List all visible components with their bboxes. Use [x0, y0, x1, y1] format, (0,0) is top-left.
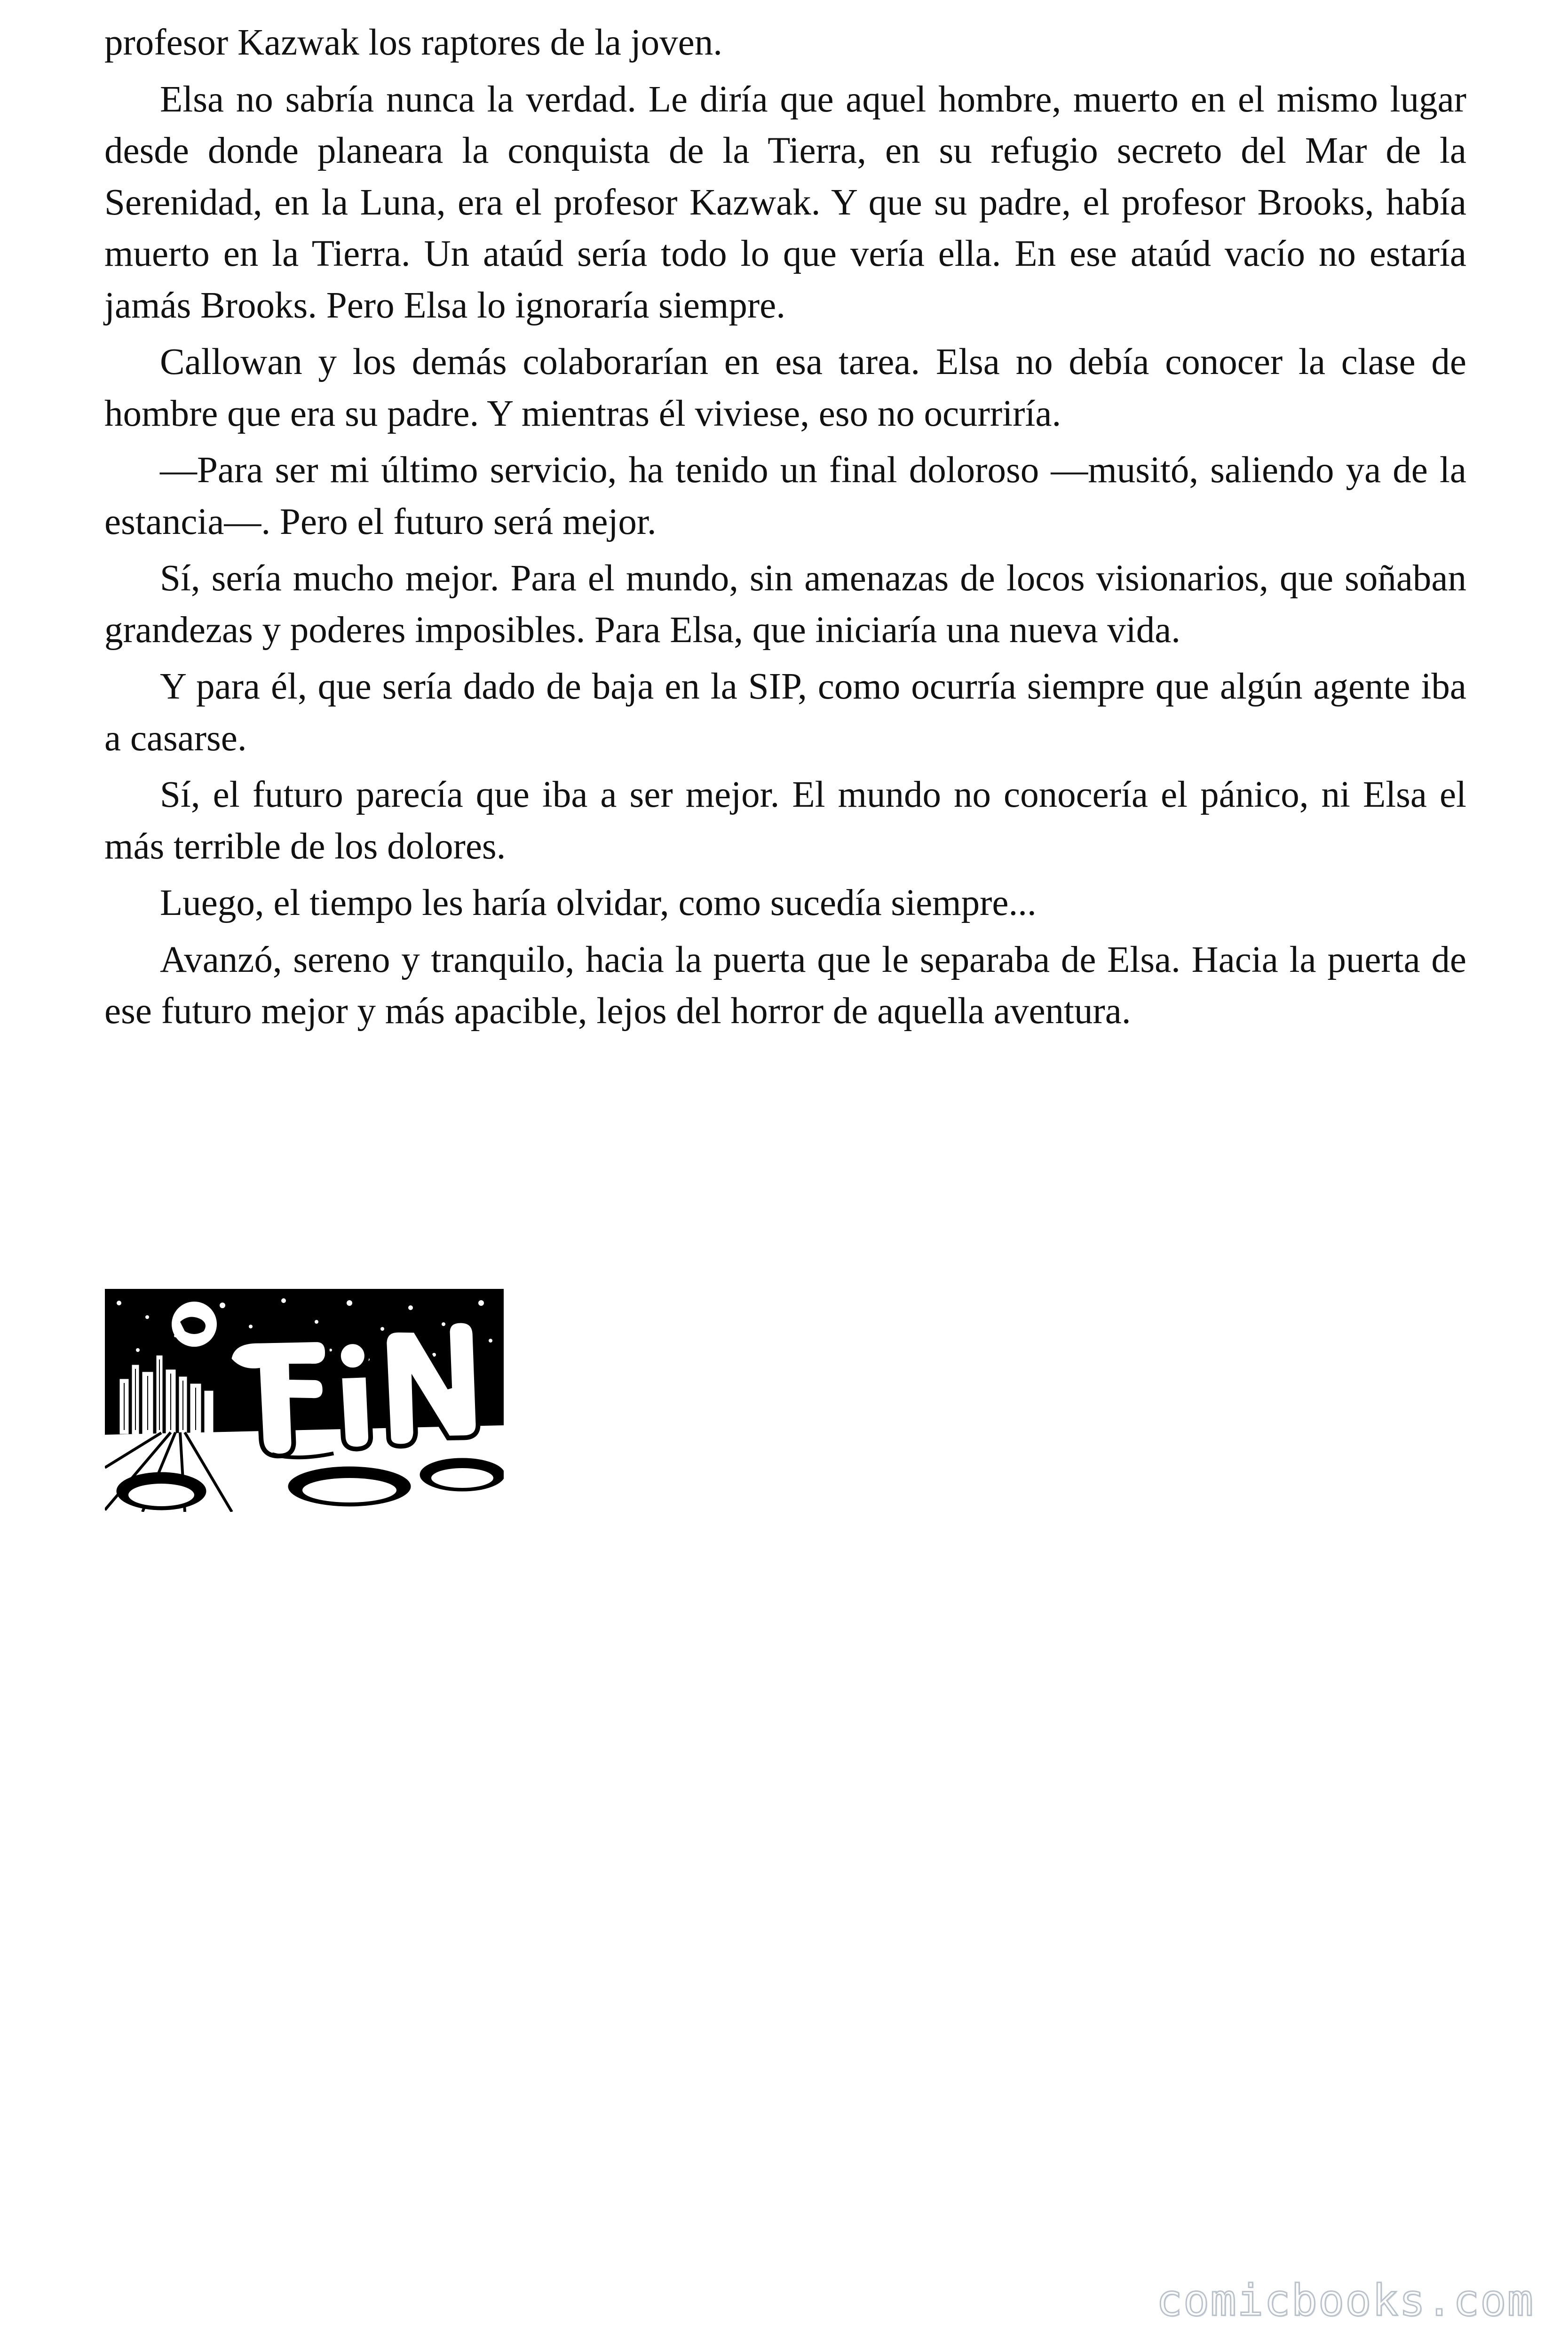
- paragraph: Luego, el tiempo les haría olvidar, como sucedía siempre...: [160, 882, 1037, 923]
- paragraph: profesor Kazwak los raptores de la joven.: [104, 22, 722, 63]
- paragraph: Y para él, que sería dado de baja en la SIP, como ocurría siempre que algún agente iba a casarse.: [104, 666, 1466, 759]
- watermark: comicbooks.com: [1156, 2275, 1534, 2326]
- paragraph: Elsa no sabría nunca la verdad. Le diría que aquel hombre, muerto en el mismo lugar desde donde planeara la conquista de la Tierra, en su refugio secreto del Mar de la Serenidad, en la Luna, era el profesor Kazwak. Y que su padre, el profesor Brooks, había muerto en la Tierra. Un ataúd sería todo lo que vería ella. En ese ataúd vacío no estaría jamás Brooks. Pero Elsa lo ignoraría siempre.: [104, 79, 1466, 326]
- paragraph: —Para ser mi último servicio, ha tenido un final doloroso —musitó, saliendo ya de la estancia—. Pero el futuro será mejor.: [104, 450, 1466, 542]
- paragraph: Sí, el futuro parecía que iba a ser mejor. El mundo no conocería el pánico, ni Elsa el más terrible de los dolores.: [104, 774, 1466, 867]
- fin-illustration-icon: [105, 1289, 504, 1512]
- fin-moon-city-illustration: [105, 1289, 504, 1512]
- paragraph: Callowan y los demás colaborarían en esa tarea. Elsa no debía conocer la clase de hombre que era su padre. Y mientras él viviese, eso no ocurriría.: [104, 342, 1466, 434]
- paragraph: Avanzó, sereno y tranquilo, hacia la puerta que le separaba de Elsa. Hacia la puerta de ese futuro mejor y más apacible, lejos del horror de aquella aventura.: [104, 939, 1466, 1032]
- paragraph: Sí, sería mucho mejor. Para el mundo, sin amenazas de locos visionarios, que soñaban grandezas y poderes imposibles. Para Elsa, que iniciaría una nueva vida.: [104, 558, 1466, 651]
- page-body: [104, 17, 1466, 1042]
